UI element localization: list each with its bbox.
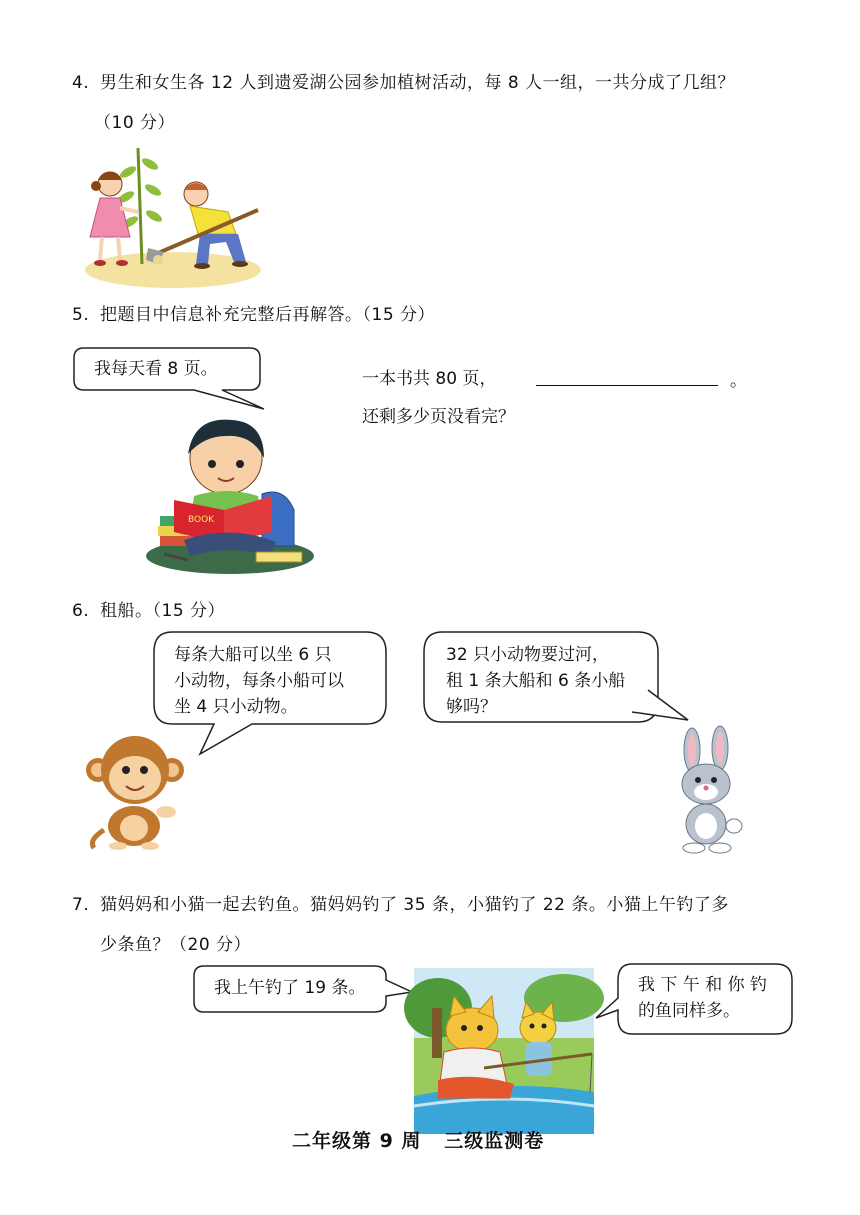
q5-prompt-text: 一本书共 80 页， xyxy=(362,369,497,389)
rabbit-illustration xyxy=(664,726,748,854)
q5-prompt-end: 。 xyxy=(730,371,747,391)
q4-number: 4. xyxy=(72,73,90,93)
q7-line1 xyxy=(72,890,729,915)
q6-right-line3: 够吗？ xyxy=(446,697,497,717)
q6-left-line2: 小动物，每条小船可以 xyxy=(174,671,344,691)
q7-line2: 少条鱼？（20 分） xyxy=(100,935,252,955)
q5-bubble-text: 我每天看 8 页。 xyxy=(94,359,218,379)
q6-left-line3: 坐 4 只小动物。 xyxy=(174,697,298,717)
q5-answer-blank[interactable] xyxy=(536,364,718,386)
q6-number: 6. xyxy=(72,601,90,621)
q5-line xyxy=(72,300,435,325)
q6-left-bubble-text xyxy=(174,642,344,720)
q6-right-line1: 32 只小动物要过河， xyxy=(446,645,610,665)
tree-planting-illustration xyxy=(78,142,263,290)
page-footer-title: 二年级第 9 周 三级监测卷 xyxy=(292,1130,545,1152)
q4-text: 男生和女生各 12 人到遗爱湖公园参加植树活动，每 8 人一组，一共分成了几组？ xyxy=(100,73,736,93)
q7-right-line2: 的鱼同样多。 xyxy=(638,1001,740,1021)
book-cover-text: BOOK xyxy=(188,515,215,525)
q5-question: 还剩多少页没看完？ xyxy=(362,407,515,427)
q5-prompt-line xyxy=(362,364,496,389)
q6-text: 租船。（15 分） xyxy=(100,601,226,621)
monkey-illustration xyxy=(84,734,188,850)
q6-right-bubble-text xyxy=(446,642,625,720)
q7-left-bubble-text: 我上午钓了 19 条。 xyxy=(214,978,366,998)
q7-text: 猫妈妈和小猫一起去钓鱼。猫妈妈钓了 35 条，小猫钓了 22 条。小猫上午钓了多 xyxy=(100,895,729,915)
q7-right-line1: 我 下 午 和 你 钓 xyxy=(638,975,768,995)
q5-text: 把题目中信息补充完整后再解答。（15 分） xyxy=(100,305,436,325)
q7-number: 7. xyxy=(72,895,90,915)
q5-number: 5. xyxy=(72,305,90,325)
q6-line xyxy=(72,596,225,621)
q6-right-line2: 租 1 条大船和 6 条小船 xyxy=(446,671,626,691)
q4-score: （10 分） xyxy=(94,113,176,133)
q7-right-bubble-text xyxy=(638,972,767,1024)
q6-left-line1: 每条大船可以坐 6 只 xyxy=(174,645,332,665)
q4-line1 xyxy=(72,68,735,93)
reading-boy-illustration xyxy=(144,414,316,576)
cats-fishing-illustration xyxy=(414,968,594,1134)
